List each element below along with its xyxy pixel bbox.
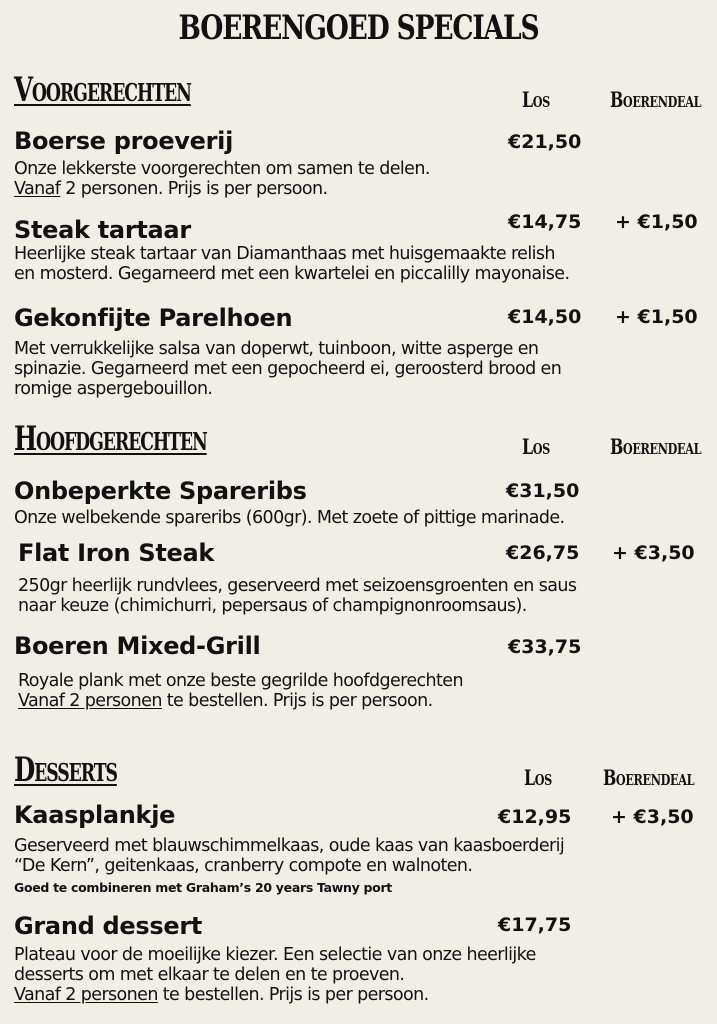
menu-item-name: Grand dessert — [14, 912, 203, 940]
column-header-boerendeal: Boerendeal — [610, 434, 702, 459]
column-header-boerendeal: Boerendeal — [610, 87, 702, 112]
menu-item-name: Boerse proeverij — [14, 127, 234, 155]
pairing-note: Goed te combineren met Graham’s 20 years Tawny port — [14, 880, 392, 895]
menu-item-description: Onze lekkerste voorgerechten om samen te delen. Vanaf 2 personen. Prijs is per persoon. — [14, 159, 430, 199]
menu-item-price: €12,95 — [498, 806, 572, 828]
menu-item-name: Gekonfijte Parelhoen — [14, 304, 293, 332]
menu-item-name: Steak tartaar — [14, 216, 191, 244]
menu-item-description: 250gr heerlijk rundvlees, geserveerd met seizoensgroenten en saus naar keuze (chimichurri, pepersaus of champignonroomsaus). — [18, 576, 577, 616]
menu-item-name: Boeren Mixed-Grill — [14, 632, 261, 660]
page-title: BOERENGOED SPECIALS — [178, 8, 539, 48]
section-heading-voorgerechten: Voorgerechten — [14, 70, 191, 110]
section-heading-hoofdgerechten: Hoofdgerechten — [14, 419, 207, 459]
menu-item-description: Onze welbekende spareribs (600gr). Met zoete of pittige marinade. — [14, 508, 565, 528]
column-header-los: Los — [524, 765, 552, 790]
menu-item-deal-price: + €3,50 — [612, 542, 695, 564]
menu-item-description: Royale plank met onze beste gegrilde hoofdgerechten Vanaf 2 personen te bestellen. Prijs is per persoon. — [18, 671, 463, 711]
menu-item-price: €21,50 — [508, 131, 582, 153]
menu-item-description: Geserveerd met blauwschimmelkaas, oude kaas van kaasboerderij “De Kern”, geitenkaas, cranberry compote en walnoten. — [14, 836, 565, 876]
column-header-los: Los — [522, 87, 550, 112]
menu-item-price: €17,75 — [498, 914, 572, 936]
menu-item-name: Flat Iron Steak — [18, 539, 215, 567]
menu-item-description: Plateau voor de moeilijke kiezer. Een selectie van onze heerlijke desserts om met elkaar te delen en te proeven. Vanaf 2 personen te bestellen. Prijs is per persoon. — [14, 945, 536, 1005]
section-heading-desserts: Desserts — [14, 750, 117, 790]
menu-item-description: Heerlijke steak tartaar van Diamanthaas met huisgemaakte relish en mosterd. Gegarneerd met een kwartelei en piccalilly mayonaise. — [14, 244, 570, 284]
menu-item-deal-price: + €1,50 — [615, 306, 698, 328]
menu-item-deal-price: + €1,50 — [615, 211, 698, 233]
menu-item-price: €33,75 — [508, 636, 582, 658]
menu-item-name: Onbeperkte Spareribs — [14, 477, 307, 505]
menu-item-price: €14,75 — [508, 211, 582, 233]
column-header-los: Los — [522, 434, 550, 459]
menu-item-description: Met verrukkelijke salsa van doperwt, tuinboon, witte asperge en spinazie. Gegarneerd met een gepocheerd ei, geroosterd brood en romige aspergebouillon. — [14, 339, 562, 399]
menu-item-price: €14,50 — [508, 306, 582, 328]
menu-item-price: €26,75 — [506, 542, 580, 564]
column-header-boerendeal: Boerendeal — [603, 765, 695, 790]
menu-item-price: €31,50 — [506, 480, 580, 502]
menu-item-name: Kaasplankje — [14, 801, 176, 829]
menu-item-deal-price: + €3,50 — [611, 806, 694, 828]
